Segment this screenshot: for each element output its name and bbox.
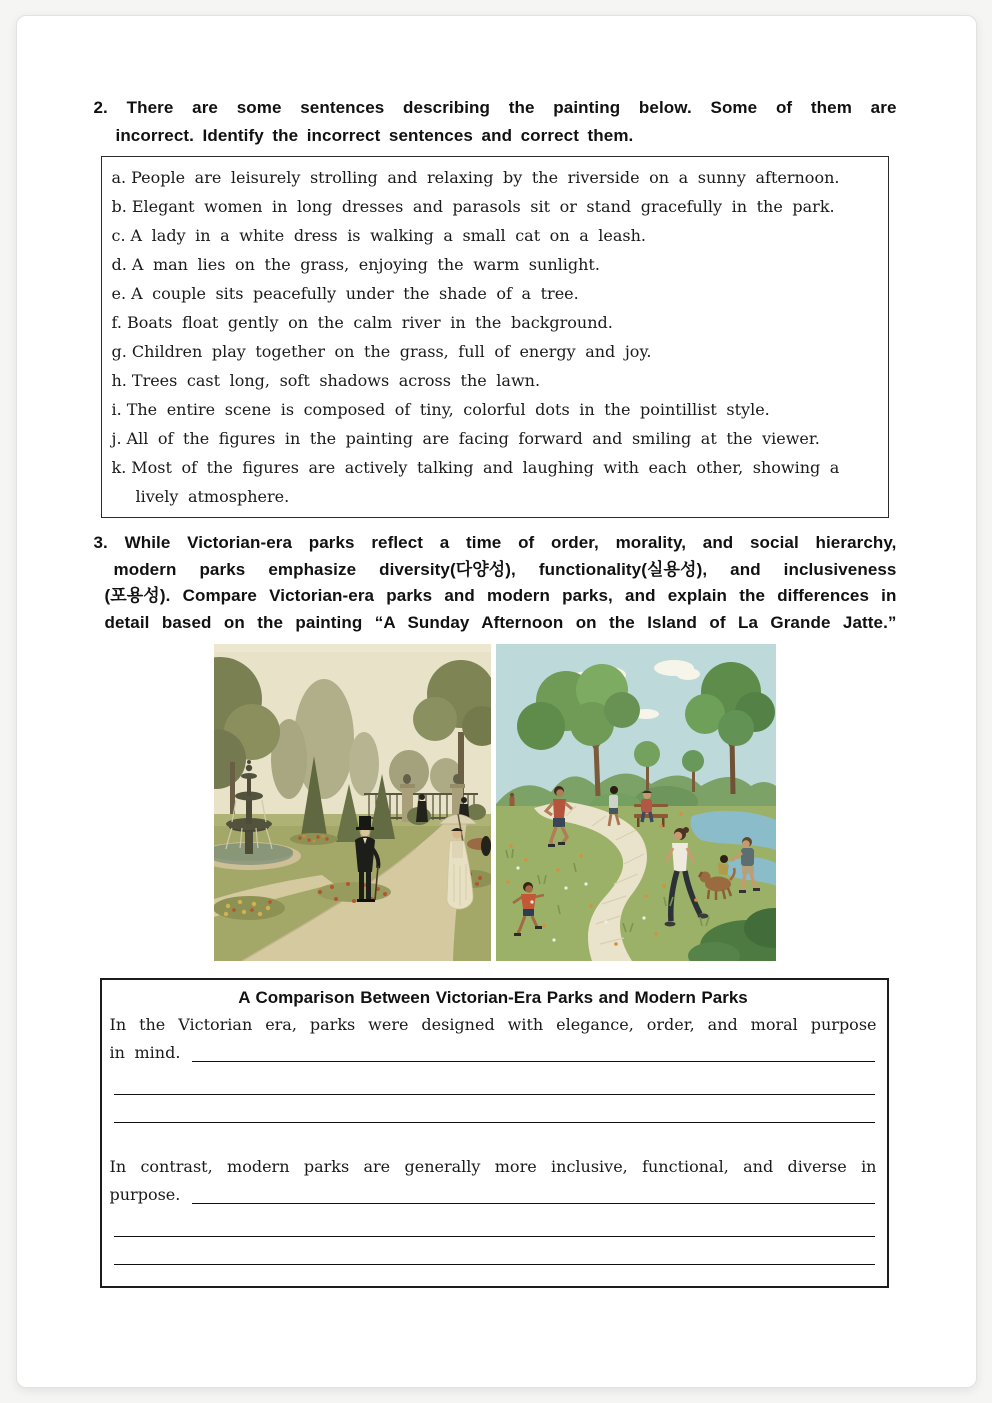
sentence-item bbox=[112, 453, 876, 511]
sentence-text: People are leisurely strolling and relaxing by the riverside on a sunny afternoon. bbox=[131, 168, 840, 187]
sentence-item bbox=[112, 424, 876, 453]
question-3-line-1: 3. While Victorian-era parks reflect a time of order, morality, and social hierarchy, bbox=[93, 533, 897, 552]
sentence-label: b. bbox=[111, 197, 127, 216]
sentence-text: The entire scene is composed of tiny, colorful dots in the pointillist style. bbox=[126, 400, 770, 419]
sentence-text: A couple sits peacefully under the shade of a tree. bbox=[131, 284, 579, 303]
victorian-paragraph bbox=[110, 1011, 877, 1123]
answer-blank-line[interactable] bbox=[114, 1095, 875, 1123]
sentence-item bbox=[112, 395, 876, 424]
sentence-label: h. bbox=[111, 371, 127, 390]
answer-blank-line[interactable] bbox=[114, 1067, 875, 1095]
sentence-text: Children play together on the grass, full of energy and joy. bbox=[131, 342, 652, 361]
question-2-line-2: incorrect. Identify the incorrect sentences and correct them. bbox=[115, 126, 634, 145]
sentence-item bbox=[112, 221, 876, 250]
modern-park-illustration bbox=[496, 644, 776, 961]
sentence-text: All of the figures in the painting are facing forward and smiling at the viewer. bbox=[126, 429, 820, 448]
distant-figure bbox=[510, 793, 515, 806]
sentence-item bbox=[112, 366, 876, 395]
question-3-line-2: modern parks emphasize diversity(다양성), functionality(실용성), and inclusiveness bbox=[113, 559, 897, 579]
question-3-line-4: detail based on the painting “A Sunday Afternoon on the Island of La Grande Jatte.” bbox=[104, 612, 897, 632]
question-2-heading bbox=[94, 94, 897, 150]
sentence-item bbox=[112, 192, 876, 221]
answer-blank-line[interactable] bbox=[192, 1203, 874, 1204]
answer-blank-line[interactable] bbox=[192, 1061, 874, 1062]
park-images-row bbox=[94, 644, 897, 961]
modern-paragraph bbox=[110, 1153, 877, 1265]
sentence-list-box bbox=[101, 156, 889, 518]
sentence-label: a. bbox=[111, 168, 127, 187]
comparison-answer-box bbox=[100, 978, 889, 1288]
victorian-park-illustration bbox=[214, 644, 491, 961]
question-3-line-3: (포용성). Compare Victorian-era parks and modern parks, and explain the differences in bbox=[104, 586, 897, 605]
sentence-label: k. bbox=[111, 458, 127, 477]
sentence-item bbox=[112, 163, 876, 192]
sentence-label: i. bbox=[111, 400, 122, 419]
sentence-label: e. bbox=[111, 284, 127, 303]
answer-blank-line[interactable] bbox=[114, 1237, 875, 1265]
modern-paragraph-line-1: In contrast, modern parks are generally more inclusive, functional, and diverse in bbox=[109, 1157, 877, 1176]
modern-paragraph-line-2: purpose. bbox=[109, 1185, 181, 1204]
victorian-paragraph-line-1: In the Victorian era, parks were designed with elegance, order, and moral purpose bbox=[109, 1015, 877, 1034]
sentence-label: j. bbox=[111, 429, 122, 448]
answer-blank-line[interactable] bbox=[114, 1209, 875, 1237]
comparison-box-title: A Comparison Between Victorian-Era Parks and Modern Parks bbox=[238, 988, 748, 1007]
sentence-item bbox=[112, 250, 876, 279]
sentence-text: Trees cast long, soft shadows across the lawn. bbox=[131, 371, 541, 390]
page-content bbox=[17, 16, 976, 1288]
sentence-label: c. bbox=[111, 226, 126, 245]
sentence-text: A man lies on the grass, enjoying the warm sunlight. bbox=[131, 255, 600, 274]
sentence-item bbox=[112, 337, 876, 366]
sentence-text: A lady in a white dress is walking a small cat on a leash. bbox=[130, 226, 647, 245]
worksheet-page bbox=[16, 15, 977, 1388]
victorian-paragraph-line-2: in mind. bbox=[109, 1043, 181, 1062]
sentence-item bbox=[112, 308, 876, 337]
question-3-heading bbox=[94, 530, 897, 636]
sentence-item bbox=[112, 279, 876, 308]
question-2-line-1: 2. There are some sentences describing the painting below. Some of them are bbox=[93, 98, 897, 117]
sentence-text: Most of the figures are actively talking and laughing with each other, showing a lively atmosphere. bbox=[131, 458, 840, 506]
sentence-text: Boats float gently on the calm river in the background. bbox=[126, 313, 613, 332]
sentence-label: f. bbox=[111, 313, 122, 332]
sentence-label: d. bbox=[111, 255, 127, 274]
sentence-label: g. bbox=[111, 342, 127, 361]
sentence-text: Elegant women in long dresses and parasols sit or stand gracefully in the park. bbox=[131, 197, 835, 216]
